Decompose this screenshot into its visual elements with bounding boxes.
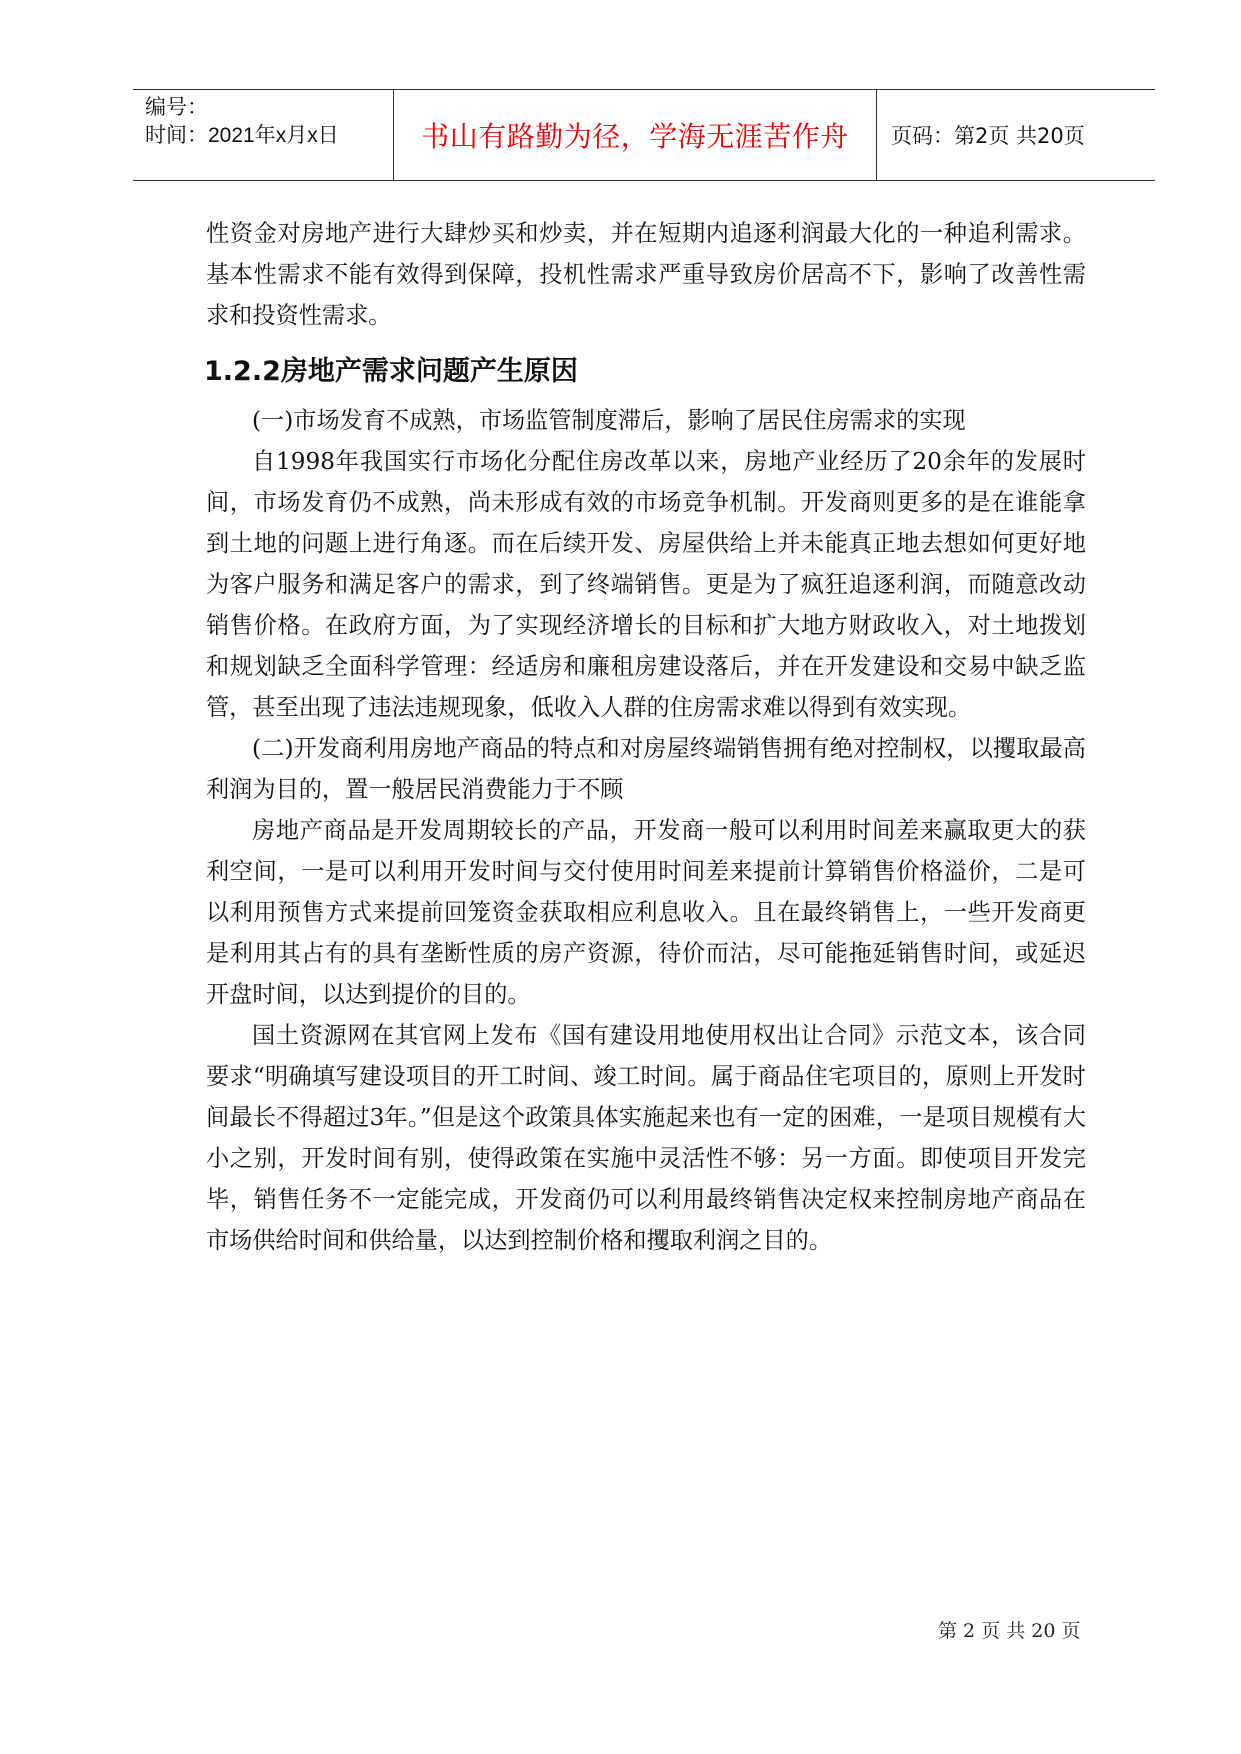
header-number-label: 编号： bbox=[145, 96, 208, 119]
paragraph-3: 国土资源网在其官网上发布《国有建设用地使用权出让合同》示范文本，该合同要求“明确填写建设项目的开工时间、竣工时间。属于商品住宅项目的，原则上开发时间最长不得超过3年。”但是这个政策具体实施起来也有一定的困难，一是项目规模有大小之别，开发时间有别，使得政策在实施中灵活性不够：另一方面。即使项目开发完毕，销售任务不一定能完成，开发商仍可以利用最终销售决定权来控制房地产商品在市场供给时间和供给量，以达到控制价格和攫取利润之目的。 bbox=[206, 1022, 1086, 1254]
document-header bbox=[133, 89, 1155, 181]
document-body bbox=[206, 213, 1086, 1261]
section-heading: 1.2.2房地产需求问题产生原因 bbox=[204, 356, 578, 387]
subheading-1: (一)市场发育不成熟，市场监管制度滞后，影响了居民住房需求的实现 bbox=[252, 407, 966, 434]
paragraph-2: 房地产商品是开发周期较长的产品，开发商一般可以利用时间差来赢取更大的获利空间，一是可以利用开发时间与交付使用时间差来提前计算销售价格溢价，二是可以利用预售方式来提前回笼资金获取相应利息收入。且在最终销售上，一些开发商更是利用其占有的具有垄断性质的房产资源，待价而沽，尽可能拖延销售时间，或延迟开盘时间，以达到提价的目的。 bbox=[206, 817, 1086, 1008]
subheading-2: (二)开发商利用房地产商品的特点和对房屋终端销售拥有绝对控制权，以攫取最高利润为目的，置一般居民消费能力于不顾 bbox=[206, 735, 1086, 803]
header-divider-left bbox=[393, 90, 394, 180]
header-page-code: 页码：第2页 共20页 bbox=[891, 124, 1085, 148]
header-divider-right bbox=[876, 90, 877, 180]
header-time-label: 时间：2021年x月x日 bbox=[145, 124, 339, 147]
header-meta bbox=[145, 94, 339, 150]
paragraph-continued: 性资金对房地产进行大肆炒买和炒卖，并在短期内追逐利润最大化的一种追利需求。基本性需求不能有效得到保障，投机性需求严重导致房价居高不下，影响了改善性需求和投资性需求。 bbox=[206, 220, 1086, 329]
paragraph-1: 自1998年我国实行市场化分配住房改革以来，房地产业经历了20余年的发展时间，市场发育仍不成熟，尚未形成有效的市场竞争机制。开发商则更多的是在谁能拿到土地的问题上进行角逐。而在后续开发、房屋供给上并未能真正地去想如何更好地为客户服务和满足客户的需求，到了终端销售。更是为了疯狂追逐利润，而随意改动销售价格。在政府方面，为了实现经济增长的目标和扩大地方财政收入，对土地拨划和规划缺乏全面科学管理：经适房和廉租房建设落后，并在开发建设和交易中缺乏监管，甚至出现了违法违规现象，低收入人群的住房需求难以得到有效实现。 bbox=[206, 448, 1086, 721]
header-motto: 书山有路勤为径，学海无涯苦作舟 bbox=[421, 120, 849, 153]
page-footer-number: 第 2 页 共 20 页 bbox=[938, 1620, 1081, 1642]
